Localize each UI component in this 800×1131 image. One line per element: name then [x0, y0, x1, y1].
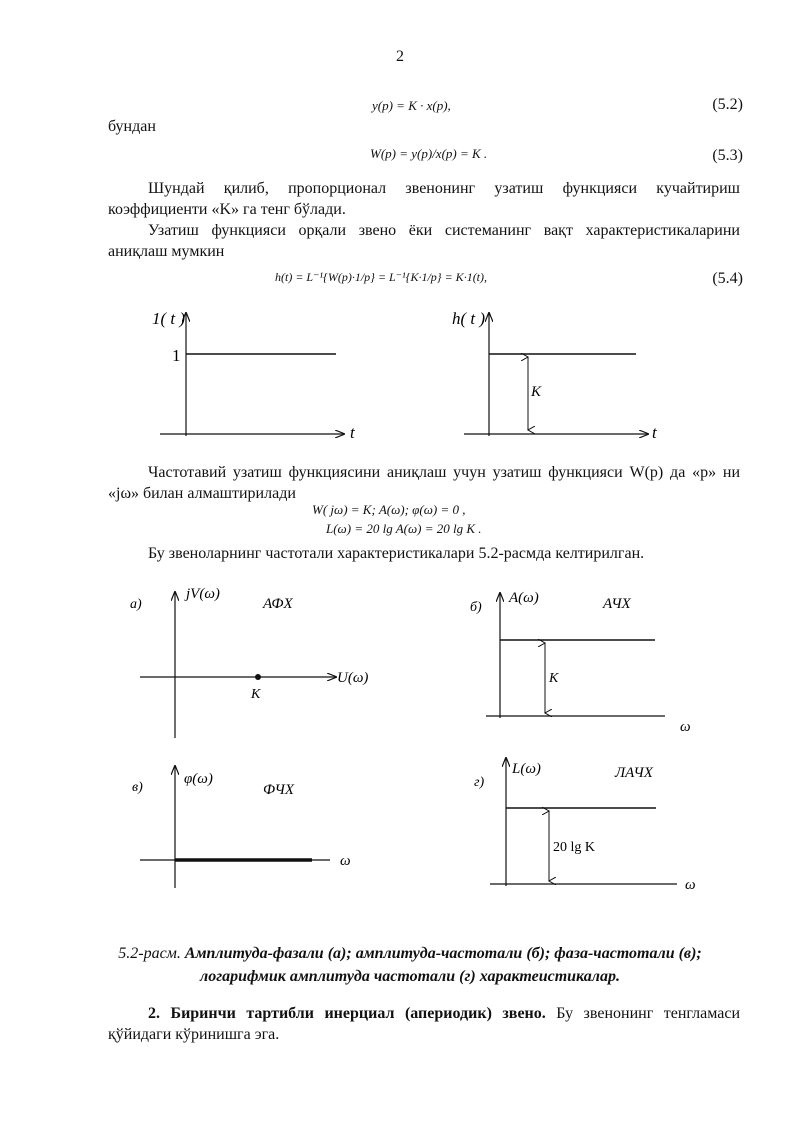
x-axis-label: t: [652, 423, 657, 442]
plot-tag: а): [130, 597, 142, 612]
gain-point: [255, 674, 261, 680]
plot-tag: б): [470, 600, 482, 615]
fchx-plot: [132, 766, 351, 888]
caption-line-1: Амплитуда-фазали (а); амплитуда-частотали (б); фаза-частотали (в);: [184, 945, 702, 962]
equation-frequency-1: W( jω) = K; A(ω); φ(ω) = 0 ,: [312, 502, 466, 517]
plot-title: ЛАЧХ: [615, 765, 653, 781]
word-bundan: бундан: [108, 118, 156, 135]
y-axis-label: h( t ): [452, 309, 486, 328]
caption-prefix: 5.2-расм.: [118, 945, 181, 962]
paragraph-2: Узатиш функцияси орқали звено ёки системанинг вақт характеристикаларини аниқлаш мумкин: [108, 222, 740, 260]
level-label: 1: [172, 346, 181, 365]
paragraph-1: Шундай қилиб, пропорционал звенонинг узатиш функцияси кучайтириш коэффициенти «K» га тенг бўлади.: [108, 180, 740, 218]
x-axis-label: t: [350, 423, 355, 442]
equation-5-2: y(p) = K · x(p),: [372, 98, 451, 113]
achx-plot: [470, 590, 691, 735]
gain-label: K: [549, 671, 559, 686]
plot-title: АЧХ: [603, 596, 631, 612]
lachx-plot: [474, 758, 696, 893]
equation-number-5-4: (5.4): [712, 270, 743, 287]
plot-tag: в): [132, 780, 143, 795]
point-label: K: [251, 687, 261, 702]
caption-line-2: логарифмик амплитуда частотали (г) характеистикалар.: [200, 968, 620, 985]
x-axis-label: ω: [680, 719, 691, 735]
equation-number-5-3: (5.3): [712, 147, 743, 164]
y-axis-label: A(ω): [509, 590, 539, 606]
figure-caption: [80, 942, 740, 988]
afx-plot: [130, 586, 368, 738]
gain-label: K: [531, 384, 542, 400]
gain-label: 20 lg K: [553, 840, 595, 855]
equation-5-3: W(p) = y(p)/x(p) = K .: [370, 146, 488, 161]
y-axis-label: L(ω): [512, 761, 541, 777]
equation-number-5-2: (5.2): [712, 96, 743, 113]
x-axis-label: U(ω): [337, 670, 369, 686]
plot-title: ФЧХ: [263, 782, 295, 798]
section-paragraph: [108, 1003, 740, 1045]
plot-tag: г): [474, 775, 485, 790]
paragraph-3: Частотавий узатиш функциясини аниқлаш учун узатиш функцияси W(p) да «p» ни «jω» билан алмаштирилади: [108, 464, 740, 502]
equation-frequency-2: L(ω) = 20 lg A(ω) = 20 lg K .: [326, 521, 482, 536]
page-number: 2: [396, 48, 404, 65]
section-heading: 2. Биринчи тартибли инерциал (апериодик) звено.: [148, 1005, 546, 1022]
y-axis-label: jV(ω): [186, 586, 220, 602]
y-axis-label: 1( t ): [152, 309, 186, 328]
y-axis-label: φ(ω): [184, 771, 213, 787]
section-text: Бу звенонинг тенгламаси қўйидаги кўринишга эга.: [108, 1005, 741, 1043]
equation-5-4: h(t) = L⁻¹{W(p)·1/p} = L⁻¹{K·1/p} = K·1(t),: [275, 270, 488, 284]
x-axis-label: ω: [685, 877, 696, 893]
plot-title: АФХ: [263, 596, 293, 612]
x-axis-label: ω: [340, 853, 351, 869]
paragraph-4: Бу звеноларнинг частотали характеристикалари 5.2-расмда келтирилган.: [148, 545, 645, 562]
